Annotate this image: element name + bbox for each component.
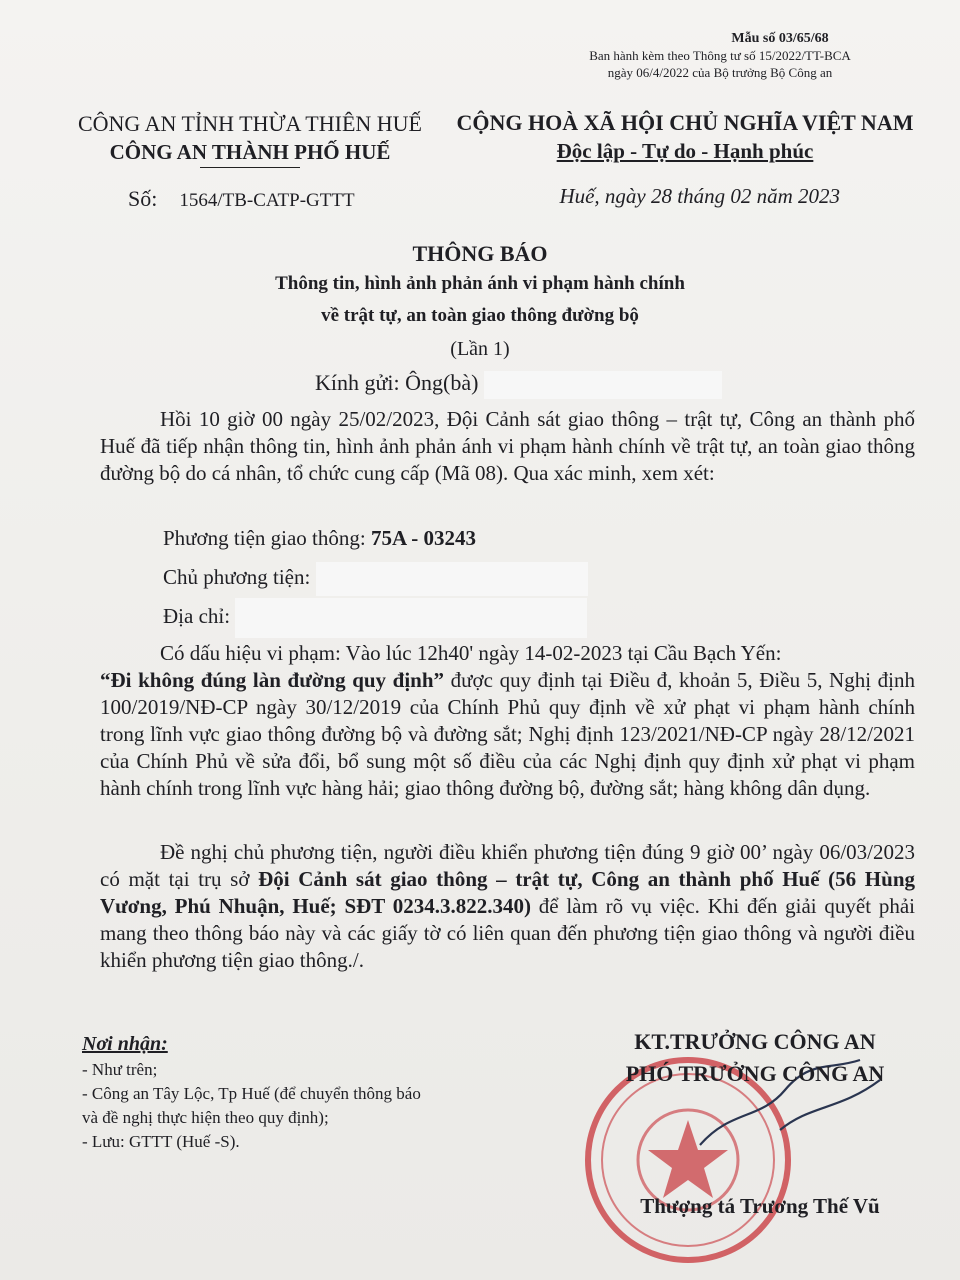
agency-name: CÔNG AN THÀNH PHỐ HUẾ (109, 140, 391, 164)
owner-line (163, 562, 588, 596)
signer-authority: KT.TRƯỞNG CÔNG AN (634, 1029, 876, 1054)
form-reference (560, 30, 880, 81)
agency-header (40, 110, 460, 168)
redacted-owner (316, 562, 588, 596)
number-label: Số: (128, 186, 158, 211)
address-label: Địa chỉ: (163, 603, 231, 628)
document-number (128, 186, 355, 212)
redacted-address (235, 598, 587, 638)
recipient-item: - Lưu: GTTT (Huế -S). (82, 1132, 240, 1151)
violation-name: “Đi không đúng làn đường quy định” (100, 668, 445, 692)
recipient-item: và đề nghị thực hiện theo quy định); (82, 1108, 329, 1127)
vehicle-plate: 75A - 03243 (370, 526, 476, 550)
paragraph-request (100, 839, 915, 974)
form-line-2: ngày 06/4/2022 của Bộ trưởng Bộ Công an (607, 65, 833, 80)
violation-legal-basis: được quy định tại Điều đ, khoản 5, Điều 5, Nghị định 100/2019/NĐ-CP ngày 30/12/2019 của Chính Phủ quy định về xử phạt vi phạm hành chính trong lĩnh vực giao thông đường bộ và đường sắt; Nghị định 123/2021/NĐ-CP ngày 28/12/2021 của Chính Phủ về sửa đổi, bổ sung một số điều của các Nghị định quy định xử phạt vi phạm hành chính trong lĩnh vực hàng hải; giao thông đường bộ, đường sắt; hàng không dân dụng. (100, 668, 915, 800)
recipient-line (315, 370, 722, 399)
recipient-item: - Công an Tây Lộc, Tp Huế (để chuyển thông báo (82, 1084, 421, 1103)
document-title (0, 240, 960, 366)
request-text-b: để làm rõ vụ việc. Khi đến giải quyết phải mang theo thông báo này và các giấy tờ có liên quan đến phương tiện giao thông và người điều khiển phương tiện giao thông./. (100, 894, 915, 972)
redacted-recipient (484, 371, 722, 399)
recipients-heading: Nơi nhận: (82, 1033, 168, 1055)
number-value: 1564/TB-CATP-GTTT (179, 190, 355, 211)
paragraph-intro: Hồi 10 giờ 00 ngày 25/02/2023, Đội Cảnh sát giao thông – trật tự, Công an thành phố Huế đã tiếp nhận thông tin, hình ảnh phản ánh vi phạm hành chính về trật tự, an toàn giao thông đường bộ do cá nhân, tổ chức cung cấp (Mã 08). Qua xác minh, xem xét: (100, 407, 915, 485)
agency-underline (200, 167, 300, 168)
request-text-a: Đề nghị chủ phương tiện, người điều khiển phương tiện đúng 9 giờ 00’ ngày 06/03/2023 có mặt tại trụ sở (100, 840, 915, 891)
vehicle-line (163, 526, 476, 551)
owner-label: Chủ phương tiện: (163, 564, 311, 589)
violation-intro: Có dấu hiệu vi phạm: Vào lúc 12h40' ngày 14-02-2023 tại Cầu Bạch Yến: (160, 641, 782, 665)
title-sub-2: về trật tự, an toàn giao thông đường bộ (321, 305, 639, 326)
signer-name: Thượng tá Trương Thế Vũ (640, 1194, 880, 1218)
paragraph-violation (100, 640, 915, 802)
violation-detail (100, 667, 915, 802)
title-sub-1: Thông tin, hình ảnh phản ánh vi phạm hành chính (275, 273, 685, 294)
recipient-item: - Như trên; (82, 1060, 158, 1079)
title-main: THÔNG BÁO (412, 241, 548, 266)
nation-title: CỘNG HOÀ XÃ HỘI CHỦ NGHĨA VIỆT NAM (456, 110, 914, 135)
request-office: Đội Cảnh sát giao thông – trật tự, Công an thành phố Huế (56 Hùng Vương, Phú Nhuận, Huế; SĐT 0234.3.822.340) (100, 867, 916, 918)
recipient-label: Kính gửi: Ông(bà) (315, 370, 479, 395)
nation-header (440, 108, 930, 165)
agency-parent: CÔNG AN TỈNH THỪA THIÊN HUẾ (77, 111, 422, 136)
form-code: Mẫu số 03/65/68 (731, 31, 829, 46)
form-line-1: Ban hành kèm theo Thông tư số 15/2022/TT-BCA (589, 48, 851, 63)
vehicle-label: Phương tiện giao thông: (163, 526, 371, 550)
nation-motto: Độc lập - Tự do - Hạnh phúc (556, 139, 814, 163)
title-round: (Lần 1) (450, 338, 510, 360)
signer-position: PHÓ TRƯỞNG CÔNG AN (625, 1061, 885, 1086)
signature-block (560, 1026, 950, 1218)
address-line (163, 598, 587, 638)
recipients-block (82, 1030, 552, 1154)
document-date: Huế, ngày 28 tháng 02 năm 2023 (559, 184, 840, 208)
